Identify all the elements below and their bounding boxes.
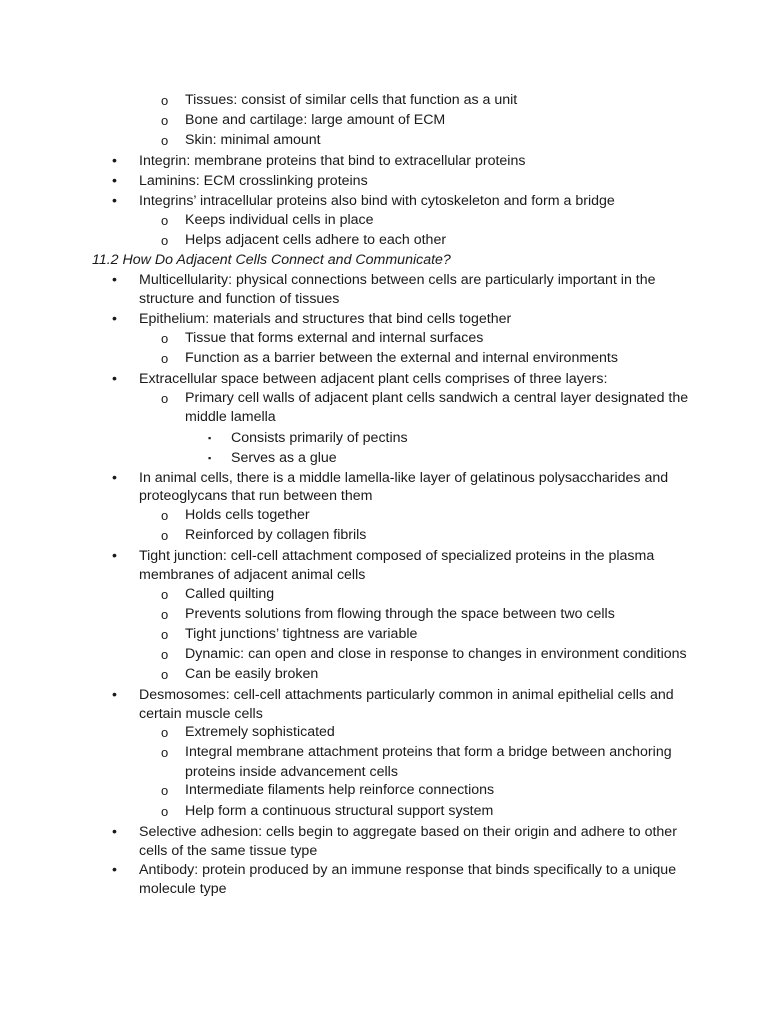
bullet-level3: ▪ <box>208 453 212 463</box>
section-heading: 11.2 How Do Adjacent Cells Connect and Communicate? <box>92 252 451 268</box>
list-item: Serves as a glue <box>231 450 337 466</box>
list-item: Tissue that forms external and internal surfaces <box>185 330 484 346</box>
list-item: Function as a barrier between the external and internal environments <box>185 350 618 366</box>
list-item: Helps adjacent cells adhere to each other <box>185 232 447 248</box>
list-item: Primary cell walls of adjacent plant cells sandwich a central layer designated the <box>185 390 689 406</box>
bullet-level2: o <box>161 587 169 602</box>
bullet-level1: • <box>112 687 117 703</box>
bullet-level2: o <box>161 331 169 346</box>
bullet-level1: • <box>112 470 117 486</box>
list-item: Prevents solutions from flowing through the space between two cells <box>185 606 615 622</box>
list-item-continuation: cells of the same tissue type <box>139 843 318 859</box>
bullet-level1: • <box>112 153 117 169</box>
bullet-level2: o <box>161 113 169 128</box>
bullet-level1: • <box>112 311 117 327</box>
bullet-level1: • <box>112 824 117 840</box>
bullet-level1: • <box>112 193 117 209</box>
list-item: Tissues: consist of similar cells that function as a unit <box>185 92 518 108</box>
list-item: Antibody: protein produced by an immune response that binds specifically to a unique <box>139 862 677 878</box>
list-item-continuation: proteoglycans that run between them <box>139 488 373 504</box>
list-item: Reinforced by collagen fibrils <box>185 527 367 543</box>
bullet-level2: o <box>161 647 169 662</box>
bullet-level1: • <box>112 371 117 387</box>
bullet-level2: o <box>161 93 169 108</box>
bullet-level2: o <box>161 745 169 760</box>
list-item: Multicellularity: physical connections between cells are particularly important in the <box>139 272 656 288</box>
bullet-level2: o <box>161 804 169 819</box>
bullet-level2: o <box>161 607 169 622</box>
list-item: Bone and cartilage: large amount of ECM <box>185 112 446 128</box>
list-item: Laminins: ECM crosslinking proteins <box>139 173 368 189</box>
list-item: Keeps individual cells in place <box>185 212 374 228</box>
list-item: Integrins’ intracellular proteins also bind with cytoskeleton and form a bridge <box>139 193 615 209</box>
bullet-level1: • <box>112 173 117 189</box>
bullet-level1: • <box>112 862 117 878</box>
list-item: Consists primarily of pectins <box>231 430 408 446</box>
list-item-continuation: membranes of adjacent animal cells <box>139 567 366 583</box>
list-item: Integrin: membrane proteins that bind to extracellular proteins <box>139 153 526 169</box>
list-item: Intermediate filaments help reinforce connections <box>185 782 495 798</box>
list-item-continuation: middle lamella <box>185 409 276 425</box>
bullet-level2: o <box>161 233 169 248</box>
bullet-level2: o <box>161 667 169 682</box>
list-item-continuation: certain muscle cells <box>139 706 263 722</box>
list-item-continuation: structure and function of tissues <box>139 291 340 307</box>
list-item: Holds cells together <box>185 507 310 523</box>
list-item: Integral membrane attachment proteins that form a bridge between anchoring <box>185 744 672 760</box>
bullet-level2: o <box>161 725 169 740</box>
list-item: Skin: minimal amount <box>185 132 321 148</box>
list-item-continuation: proteins inside advancement cells <box>185 764 398 780</box>
list-item: In animal cells, there is a middle lamella-like layer of gelatinous polysaccharides and <box>139 470 669 486</box>
bullet-level2: o <box>161 391 169 406</box>
list-item: Desmosomes: cell-cell attachments particularly common in animal epithelial cells and <box>139 687 674 703</box>
bullet-level3: ▪ <box>208 433 212 443</box>
list-item: Selective adhesion: cells begin to aggregate based on their origin and adhere to other <box>139 824 677 840</box>
bullet-level2: o <box>161 133 169 148</box>
bullet-level1: • <box>112 272 117 288</box>
bullet-level1: • <box>112 548 117 564</box>
list-item: Dynamic: can open and close in response to changes in environment conditions <box>185 646 687 662</box>
bullet-level2: o <box>161 213 169 228</box>
bullet-level2: o <box>161 627 169 642</box>
bullet-level2: o <box>161 508 169 523</box>
list-item: Tight junction: cell-cell attachment composed of specialized proteins in the plasma <box>139 548 655 564</box>
list-item: Can be easily broken <box>185 666 319 682</box>
bullet-level2: o <box>161 528 169 543</box>
list-item-continuation: molecule type <box>139 881 227 897</box>
list-item: Extremely sophisticated <box>185 724 335 740</box>
list-item: Called quilting <box>185 586 275 602</box>
bullet-level2: o <box>161 351 169 366</box>
list-item: Epithelium: materials and structures that bind cells together <box>139 311 512 327</box>
bullet-level2: o <box>161 783 169 798</box>
list-item: Help form a continuous structural support system <box>185 803 494 819</box>
list-item: Extracellular space between adjacent plant cells comprises of three layers: <box>139 371 608 387</box>
list-item: Tight junctions’ tightness are variable <box>185 626 418 642</box>
